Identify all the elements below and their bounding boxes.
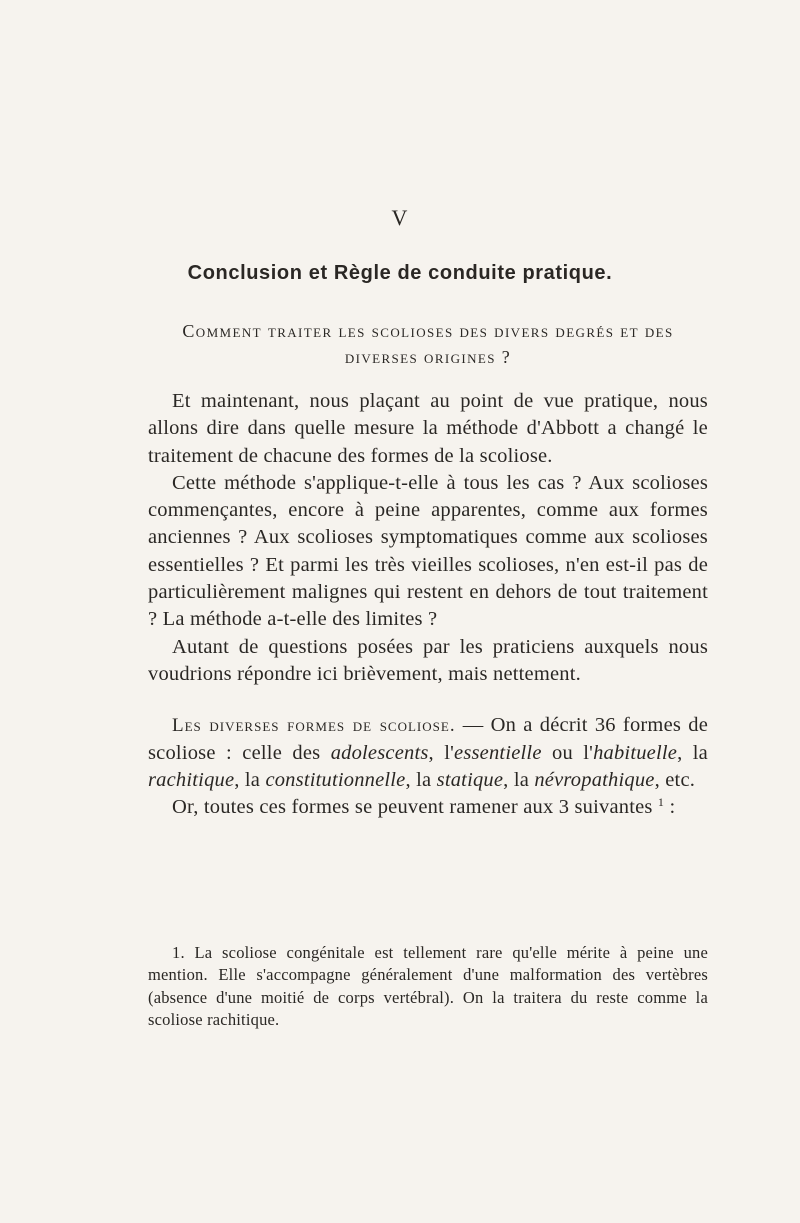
term-adolescents: adolescents xyxy=(330,741,429,764)
paragraph-5-end: : xyxy=(664,796,676,819)
footnote-text: 1. La scoliose congénitale est tellement rare qu'elle mérite à peine une mention. Elle s'accompagne généralement d'une malformation des vertèbres (absence d'une moitié de corps vertébral). On la traitera du reste comme la scoliose rachitique. xyxy=(148,943,708,1029)
separator: , la xyxy=(234,768,266,791)
body-text xyxy=(148,388,708,821)
paragraph-2: Cette méthode s'applique-t-elle à tous les cas ? Aux scolioses commençantes, encore à peine apparentes, comme aux formes anciennes ? Aux scolioses symptomatiques comme aux scolioses essentielles ? Et parmi les très vieilles scolioses, n'en est-il pas de particulièrement malignes qui restent en dehors de tout traitement ? La méthode a-t-elle des limites ? xyxy=(148,471,708,631)
separator: ou l' xyxy=(541,741,594,764)
chapter-title: Conclusion et Règle de conduite pratique. xyxy=(187,262,613,284)
paragraph-4 xyxy=(148,712,708,794)
separator: , l' xyxy=(428,741,455,764)
footnote-reference: 1 xyxy=(657,795,665,810)
paragraph-3: Autant de questions posées par les praticiens auxquels nous voudrions répondre ici brièvement, mais nettement. xyxy=(148,635,708,685)
paragraph-5 xyxy=(148,794,708,821)
term-rachitique: rachitique xyxy=(148,768,235,791)
paragraph-4-lead: — On a décrit 36 formes de scoliose : celle des xyxy=(148,714,708,764)
term-nevropathique: névropathique xyxy=(534,768,655,791)
footnote xyxy=(148,942,708,1031)
paragraph-1: Et maintenant, nous plaçant au point de vue pratique, nous allons dire dans quelle mesure la méthode d'Abbott a changé le traitement de chacune des formes de la scoliose. xyxy=(148,390,708,467)
section-heading: Les diverses formes de scoliose. xyxy=(172,715,456,737)
term-essentielle: essentielle xyxy=(454,741,542,764)
separator: , la xyxy=(503,768,535,791)
separator: , la xyxy=(677,741,708,764)
term-statique: statique xyxy=(436,768,504,791)
separator: , etc. xyxy=(654,768,696,791)
section-question: Comment traiter les scolioses des divers degrés et des diverses origines ? xyxy=(182,321,674,367)
paragraph-5-text: Or, toutes ces formes se peuvent ramener aux 3 suivantes xyxy=(172,796,653,819)
term-constitutionnelle: constitutionnelle xyxy=(265,768,406,791)
separator: , la xyxy=(405,768,437,791)
chapter-number: V xyxy=(391,205,409,230)
term-habituelle: habituelle xyxy=(593,741,678,764)
